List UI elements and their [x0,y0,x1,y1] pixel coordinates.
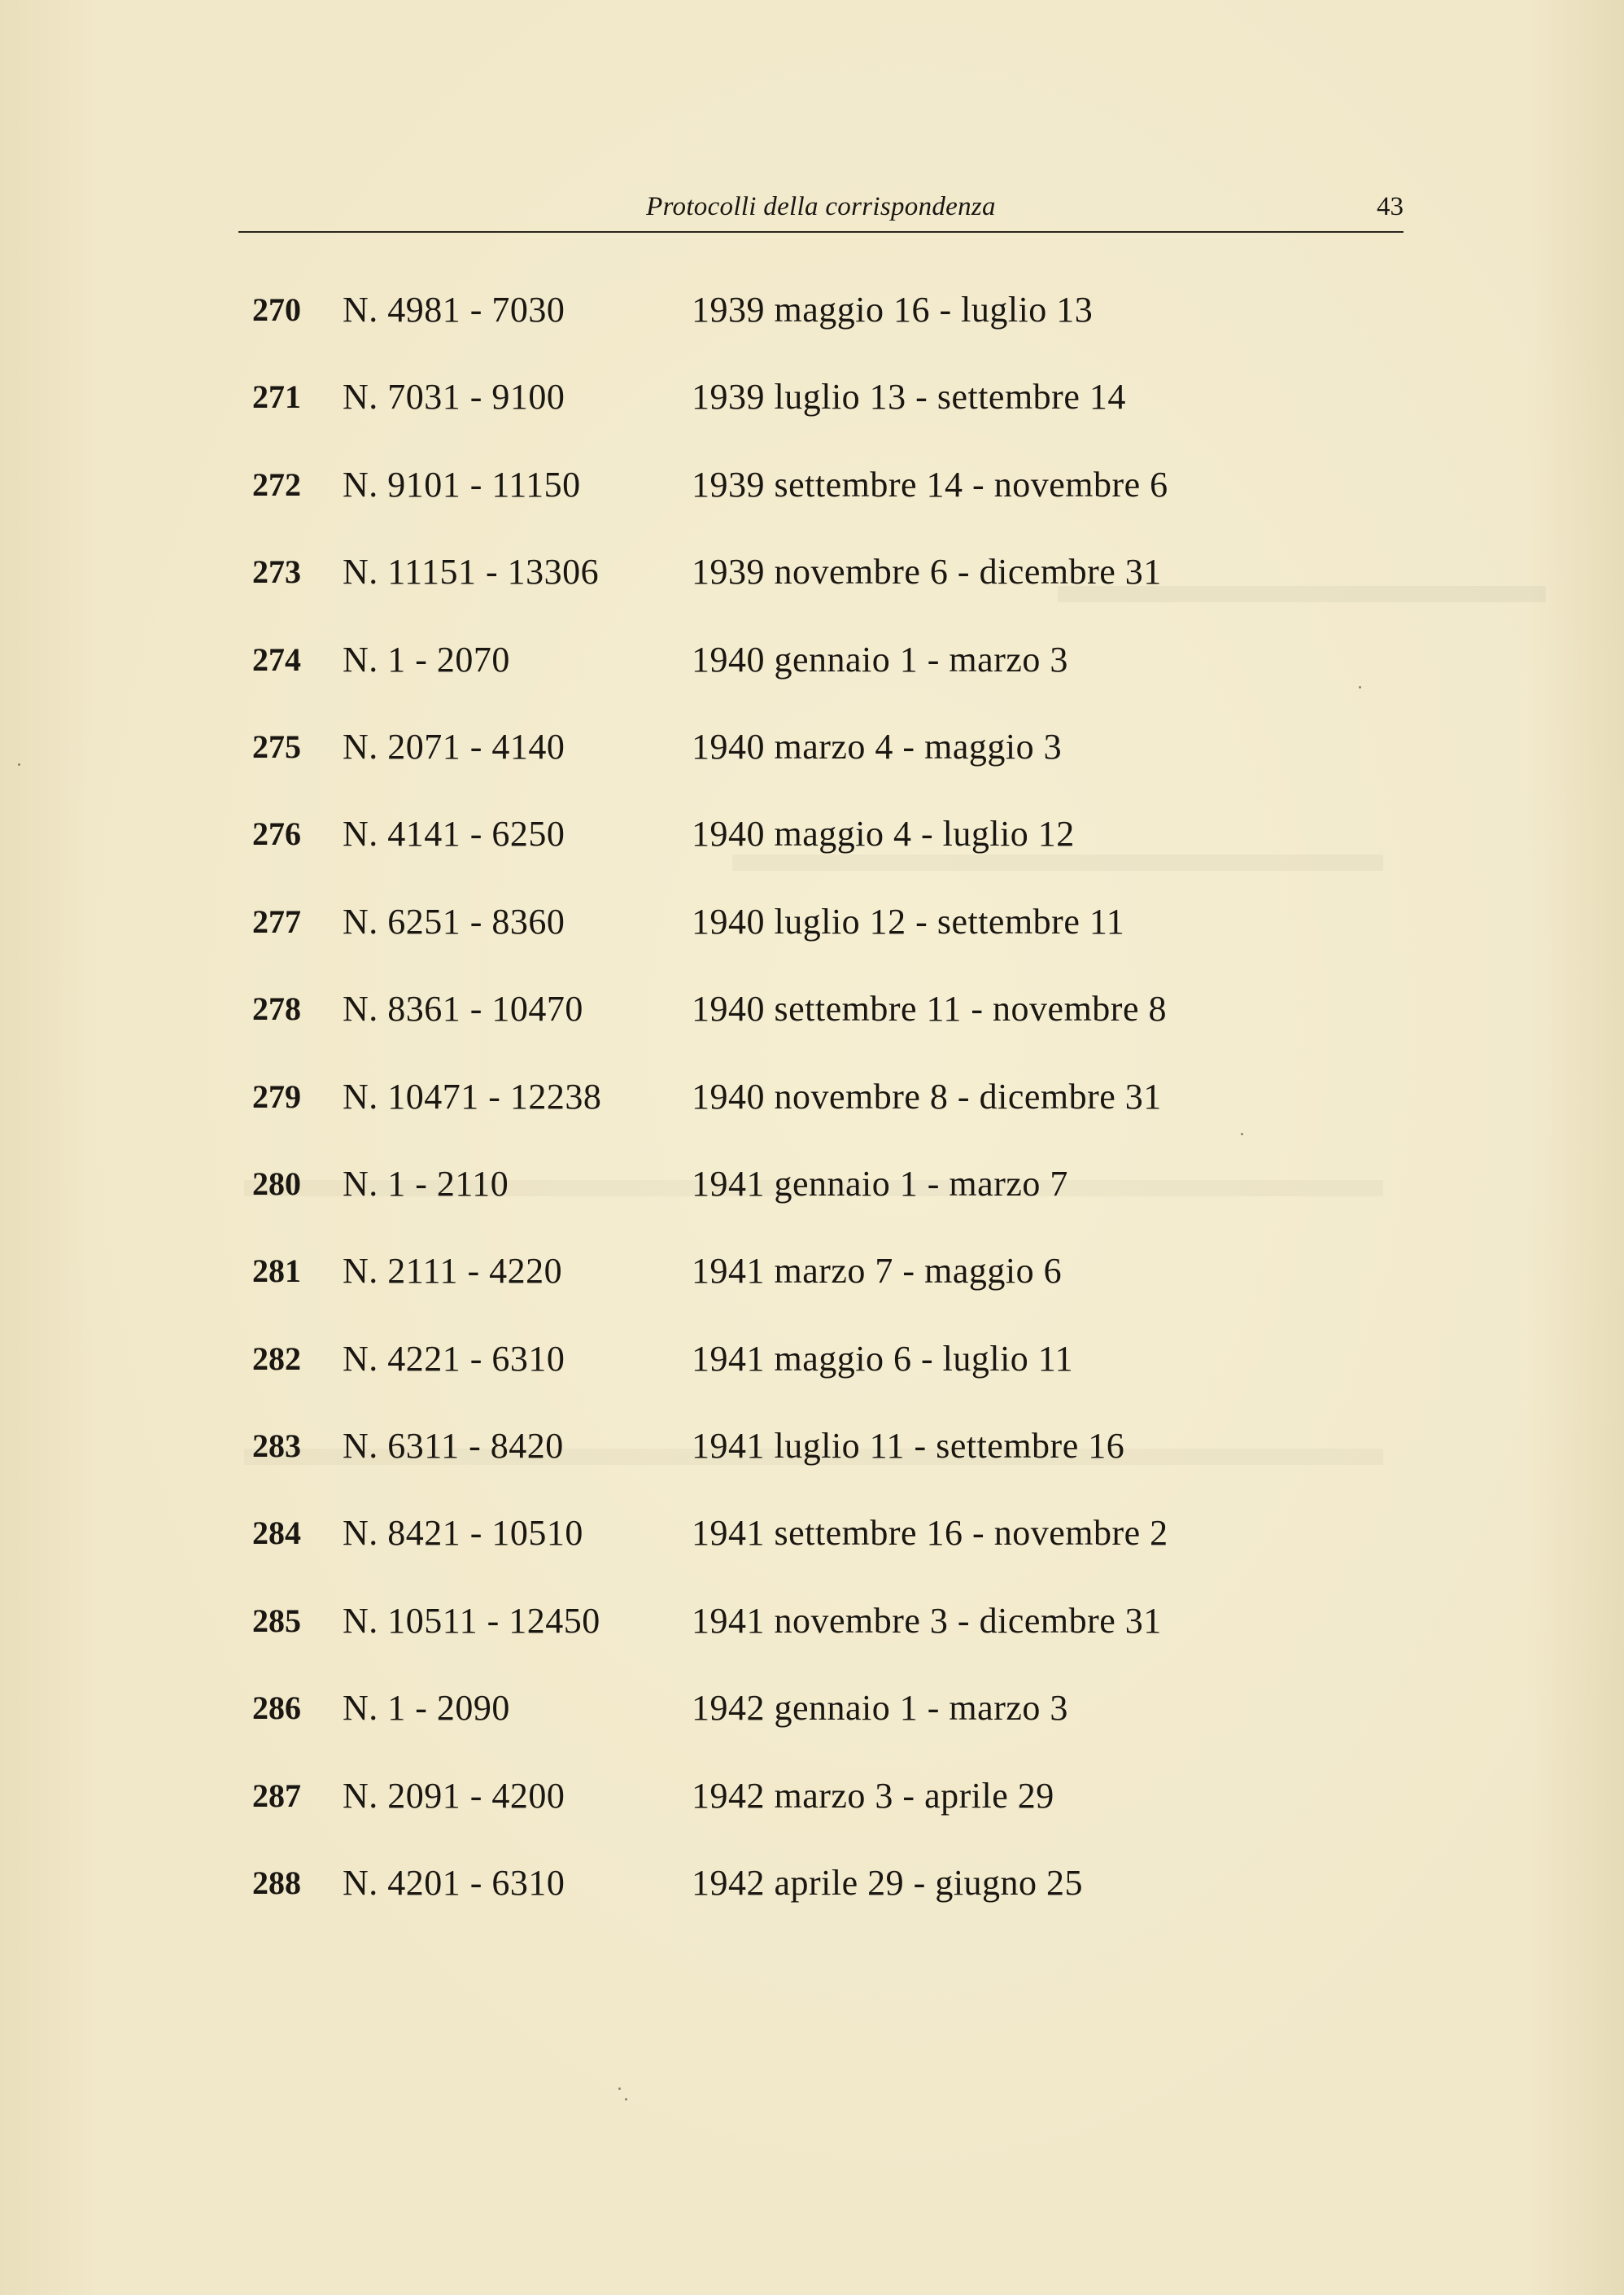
date-span: 1940 luglio 12 - settembre 11 [692,901,1125,942]
entry-number: 286 [252,1690,301,1727]
date-span: 1941 maggio 6 - luglio 11 [692,1338,1074,1379]
list-item [0,1338,1624,1425]
date-span: 1942 marzo 3 - aprile 29 [692,1775,1054,1816]
date-span: 1939 novembre 6 - dicembre 31 [692,552,1162,592]
paper-speck [18,763,20,766]
entry-number: 277 [252,903,301,940]
protocol-range: N. 8361 - 10470 [343,989,583,1029]
entry-number: 278 [252,990,301,1028]
list-item [0,1250,1624,1337]
list-item [0,988,1624,1075]
date-span: 1940 marzo 4 - maggio 3 [692,726,1063,767]
entry-number: 287 [252,1777,301,1814]
list-item [0,464,1624,551]
entry-number: 283 [252,1427,301,1465]
date-span: 1941 marzo 7 - maggio 6 [692,1251,1063,1292]
date-span: 1940 maggio 4 - luglio 12 [692,814,1075,855]
entry-number: 281 [252,1252,301,1290]
protocol-range: N. 4201 - 6310 [343,1863,565,1904]
entry-number: 285 [252,1602,301,1639]
entry-number: 282 [252,1340,301,1377]
protocol-range: N. 4981 - 7030 [343,290,565,330]
date-span: 1941 settembre 16 - novembre 2 [692,1513,1168,1554]
running-header [238,192,1404,230]
page-number: 43 [1377,192,1404,221]
protocol-range: N. 4221 - 6310 [343,1338,565,1379]
protocol-range: N. 11151 - 13306 [343,552,600,592]
date-span: 1942 aprile 29 - giugno 25 [692,1863,1084,1904]
protocol-range: N. 8421 - 10510 [343,1513,583,1554]
entry-number: 288 [252,1864,301,1902]
protocol-range: N. 9101 - 11150 [343,464,581,505]
protocol-range: N. 1 - 2110 [343,1163,509,1204]
entry-number: 280 [252,1165,301,1202]
entry-number: 271 [252,378,301,416]
list-item [0,639,1624,726]
protocol-range: N. 2091 - 4200 [343,1775,565,1816]
paper-speck [618,2087,621,2090]
date-span: 1939 maggio 16 - luglio 13 [692,290,1094,330]
list-item [0,901,1624,988]
list-item [0,289,1624,376]
entry-number: 273 [252,553,301,591]
protocol-range: N. 10511 - 12450 [343,1600,600,1641]
list-item [0,1600,1624,1687]
protocol-range: N. 1 - 2090 [343,1688,510,1729]
protocol-range: N. 7031 - 9100 [343,377,565,417]
protocol-range: N. 6311 - 8420 [343,1426,564,1467]
list-item [0,376,1624,463]
list-item [0,1687,1624,1774]
date-span: 1941 gennaio 1 - marzo 7 [692,1163,1068,1204]
entry-number: 284 [252,1515,301,1552]
list-item [0,813,1624,900]
protocol-range: N. 10471 - 12238 [343,1076,602,1117]
paper-speck [625,2098,627,2100]
date-span: 1940 settembre 11 - novembre 8 [692,989,1167,1029]
entry-number: 272 [252,466,301,503]
header-rule [238,231,1404,233]
entry-number: 276 [252,815,301,853]
list-item [0,1076,1624,1163]
list-item [0,1775,1624,1862]
entry-number: 275 [252,728,301,765]
entry-number: 279 [252,1078,301,1115]
date-span: 1942 gennaio 1 - marzo 3 [692,1688,1068,1729]
date-span: 1939 settembre 14 - novembre 6 [692,464,1168,505]
date-span: 1941 novembre 3 - dicembre 31 [692,1600,1162,1641]
list-item [0,1163,1624,1250]
running-title: Protocolli della corrispondenza [646,192,996,221]
date-span: 1940 gennaio 1 - marzo 3 [692,639,1068,680]
paper-speck [1359,686,1361,688]
date-span: 1940 novembre 8 - dicembre 31 [692,1076,1162,1117]
entry-number: 274 [252,640,301,678]
list-item [0,1425,1624,1512]
protocol-list [0,289,1624,1949]
date-span: 1941 luglio 11 - settembre 16 [692,1426,1125,1467]
protocol-range: N. 6251 - 8360 [343,901,565,942]
protocol-range: N. 1 - 2070 [343,639,510,680]
list-item [0,551,1624,638]
protocol-range: N. 2071 - 4140 [343,726,565,767]
protocol-range: N. 2111 - 4220 [343,1251,563,1292]
entry-number: 270 [252,291,301,328]
protocol-range: N. 4141 - 6250 [343,814,565,855]
list-item [0,1862,1624,1949]
list-item [0,726,1624,813]
paper-speck [1241,1133,1243,1135]
list-item [0,1512,1624,1599]
date-span: 1939 luglio 13 - settembre 14 [692,377,1126,417]
